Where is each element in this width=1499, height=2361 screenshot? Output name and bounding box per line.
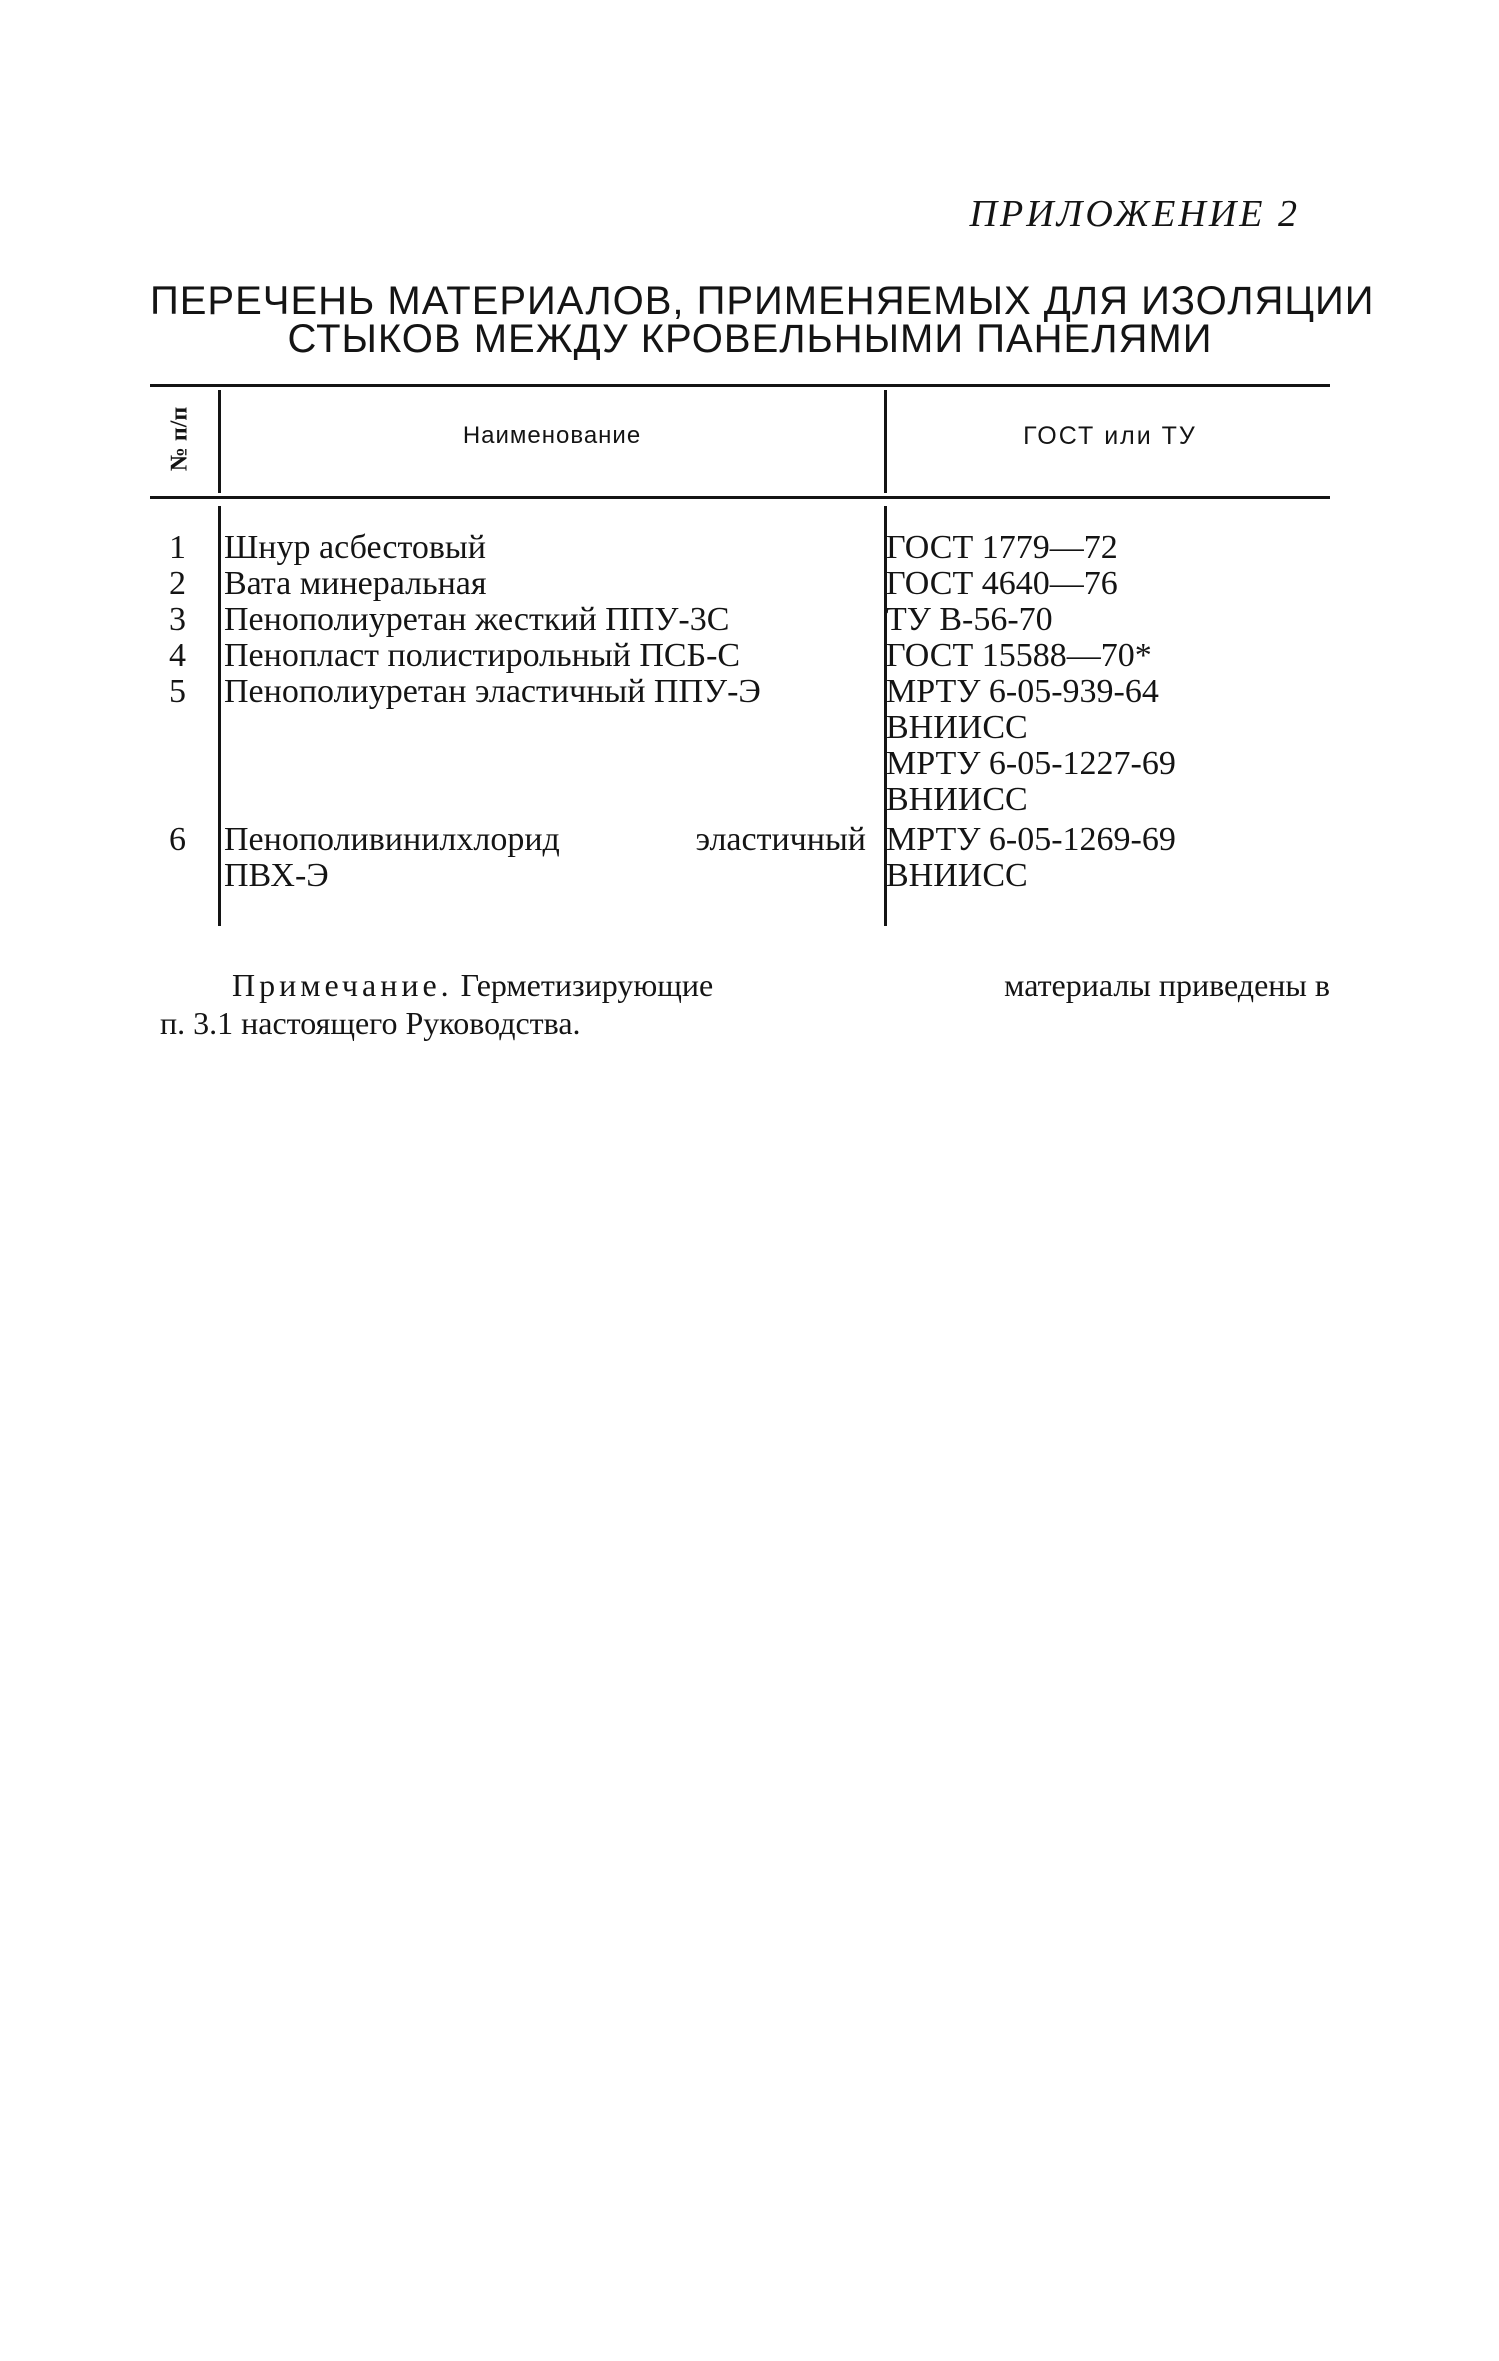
standard-line: ВНИИСС — [886, 857, 1028, 894]
row-number: 4 — [169, 637, 186, 674]
table-top-rule — [150, 384, 1330, 387]
row-standard: ГОСТ 1779—72 — [886, 529, 1118, 566]
note-label: Примечание. — [232, 967, 453, 1003]
row-name: Вата минеральная — [224, 565, 487, 602]
note-text-2: материалы приведены в — [1004, 967, 1330, 1003]
title-line-2: СТЫКОВ МЕЖДУ КРОВЕЛЬНЫМИ ПАНЕЛЯМИ — [287, 317, 1213, 361]
header-name: Наименование — [462, 422, 642, 449]
row-number: 1 — [169, 529, 186, 566]
appendix-label: ПРИЛОЖЕНИЕ 2 — [969, 193, 1300, 235]
table-row — [150, 674, 1330, 818]
standard-line: ВНИИСС — [886, 709, 1028, 746]
note-line-2: п. 3.1 настоящего Руководства. — [160, 1005, 581, 1041]
table-row — [150, 638, 1330, 674]
title-line-1: ПЕРЕЧЕНЬ МАТЕРИАЛОВ, ПРИМЕНЯЕМЫХ ДЛЯ ИЗОЛЯЦИИ — [150, 279, 1375, 323]
name-line: ПВХ-Э — [224, 857, 329, 894]
standard-line: МРТУ 6-05-939-64 — [886, 673, 1159, 710]
row-name: Пенопласт полистирольный ПСБ-С — [224, 637, 741, 674]
table-body — [150, 530, 1330, 894]
row-number: 3 — [169, 601, 186, 638]
column-divider-2 — [884, 390, 887, 493]
row-standard: ГОСТ 15588—70* — [886, 637, 1152, 674]
row-number: 2 — [169, 565, 186, 602]
table-row — [150, 566, 1330, 602]
note — [160, 966, 1330, 1042]
row-name: Пенополиуретан жесткий ППУ-3С — [224, 601, 730, 638]
note-line-1 — [160, 966, 1330, 1004]
row-number: 6 — [169, 821, 186, 858]
row-standard: ГОСТ 4640—76 — [886, 565, 1118, 602]
table-row — [150, 530, 1330, 566]
table-row — [150, 602, 1330, 638]
row-standard — [866, 822, 1330, 894]
note-text-1: Герметизирующие — [460, 967, 714, 1003]
row-standard: ТУ В-56-70 — [886, 601, 1053, 638]
standard-line: МРТУ 6-05-1269-69 — [886, 821, 1176, 858]
header-standard: ГОСТ или ТУ — [1023, 422, 1197, 450]
row-name: Пенополиуретан эластичный ППУ-Э — [224, 673, 761, 710]
document-title — [150, 279, 1375, 361]
standard-line: ВНИИСС — [886, 781, 1028, 818]
row-name — [206, 822, 866, 894]
standard-line: МРТУ 6-05-1227-69 — [886, 745, 1176, 782]
row-number: 5 — [169, 673, 186, 710]
row-standard — [866, 674, 1330, 818]
table-row — [150, 822, 1330, 894]
table-header-rule — [150, 496, 1330, 499]
name-line: Пенополивинилхлорид эластичный — [224, 821, 866, 858]
column-divider-1 — [218, 390, 221, 493]
header-number: № п/п — [166, 406, 193, 472]
row-name: Шнур асбестовый — [224, 529, 486, 566]
note-part-1 — [232, 966, 713, 1004]
